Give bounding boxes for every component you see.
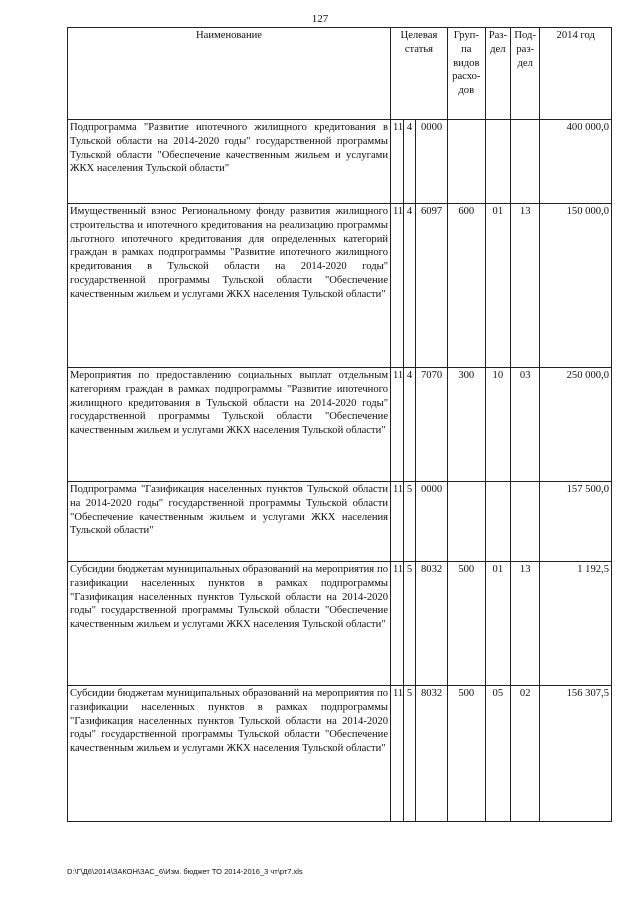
row-expense-group — [447, 482, 485, 562]
row-section: 01 — [485, 204, 510, 368]
header-name: Наименование — [68, 28, 391, 120]
row-target-part2: 4 — [403, 204, 416, 368]
row-section — [485, 482, 510, 562]
row-name: Субсидии бюджетам муниципальных образований на мероприятия по газификации населенных пунктов в рамках подпрограммы "Газификация населенных пунктов Тульской области на 2014-2020 годы" государственной программы Тульской области "Обеспечение качественным жильем и услугами ЖКХ населения Тульской области" — [68, 562, 391, 686]
row-subsection: 13 — [510, 562, 539, 686]
row-amount: 400 000,0 — [540, 120, 612, 204]
row-target-part3: 8032 — [416, 562, 448, 686]
row-name: Имущественный взнос Региональному фонду развития жилищного строительства и ипотечного кредитования на реализацию программы льготного ипотечного кредитования для определенных категорий граждан в рамках подпрограммы "Развитие ипотечного жилищного кредитования в Тульской области на 2014-2020 годы" государственной программы Тульской области "Обеспечение качественным жильем и услугами ЖКХ населения Тульской области" — [68, 204, 391, 368]
table-row — [68, 204, 612, 368]
row-target-part1: 11 — [391, 686, 404, 822]
row-target-part2: 5 — [403, 562, 416, 686]
header-section: Раз-дел — [485, 28, 510, 120]
row-target-part3: 7070 — [416, 368, 448, 482]
row-subsection: 02 — [510, 686, 539, 822]
row-section — [485, 120, 510, 204]
row-amount: 1 192,5 — [540, 562, 612, 686]
table-row — [68, 562, 612, 686]
row-section: 10 — [485, 368, 510, 482]
row-target-part3: 8032 — [416, 686, 448, 822]
row-target-part1: 11 — [391, 120, 404, 204]
header-target-article: Целевая статья — [391, 28, 448, 120]
row-target-part1: 11 — [391, 368, 404, 482]
header-year-2014: 2014 год — [540, 28, 612, 120]
table-row — [68, 482, 612, 562]
row-expense-group: 500 — [447, 686, 485, 822]
row-amount: 157 500,0 — [540, 482, 612, 562]
row-subsection — [510, 120, 539, 204]
row-name: Подпрограмма "Газификация населенных пунктов Тульской области на 2014-2020 годы" государственной программы Тульской области "Обеспечение качественным жильем и услугами ЖКХ населения Тульской области" — [68, 482, 391, 562]
row-section: 05 — [485, 686, 510, 822]
row-amount: 156 307,5 — [540, 686, 612, 822]
row-section: 01 — [485, 562, 510, 686]
page-number: 127 — [311, 13, 329, 25]
row-name: Субсидии бюджетам муниципальных образований на мероприятия по газификации населенных пунктов в рамках подпрограммы "Газификация населенных пунктов Тульской области на 2014-2020 годы" государственной программы Тульской области "Обеспечение качественным жильем и услугами ЖКХ населения Тульской области" — [68, 686, 391, 822]
row-name: Мероприятия по предоставлению социальных выплат отдельным категориям граждан в рамках подпрограммы "Развитие ипотечного жилищного кредитования в Тульской области на 2014-2020 годы" государственной программы Тульской области "Обеспечение качественным жильем и услугами ЖКХ населения Тульской области" — [68, 368, 391, 482]
header-expense-group: Груп-па видов расхо-дов — [447, 28, 485, 120]
row-target-part3: 0000 — [416, 120, 448, 204]
row-subsection: 03 — [510, 368, 539, 482]
row-expense-group: 300 — [447, 368, 485, 482]
table-row — [68, 368, 612, 482]
row-amount: 250 000,0 — [540, 368, 612, 482]
header-subsection: Под-раз-дел — [510, 28, 539, 120]
row-target-part2: 5 — [403, 482, 416, 562]
row-target-part1: 11 — [391, 562, 404, 686]
table-header-row — [68, 28, 612, 120]
footer-file-path: D:\Г\Д6\2014\ЗАКОН\ЗАС_6\Изм. бюджет ТО 2014-2016_3 чт\рт7.xls — [67, 867, 303, 876]
row-subsection: 13 — [510, 204, 539, 368]
row-target-part1: 11 — [391, 204, 404, 368]
row-target-part3: 6097 — [416, 204, 448, 368]
row-target-part2: 5 — [403, 686, 416, 822]
table-row — [68, 686, 612, 822]
row-target-part1: 11 — [391, 482, 404, 562]
row-target-part2: 4 — [403, 120, 416, 204]
row-expense-group: 600 — [447, 204, 485, 368]
row-target-part3: 0000 — [416, 482, 448, 562]
budget-table — [67, 27, 612, 822]
row-target-part2: 4 — [403, 368, 416, 482]
row-expense-group — [447, 120, 485, 204]
row-subsection — [510, 482, 539, 562]
row-name: Подпрограмма "Развитие ипотечного жилищного кредитования в Тульской области на 2014-2020 годы" государственной программы Тульской области "Обеспечение качественным жильем и услугами ЖКХ населения Тульской области" — [68, 120, 391, 204]
table-row — [68, 120, 612, 204]
row-expense-group: 500 — [447, 562, 485, 686]
row-amount: 150 000,0 — [540, 204, 612, 368]
